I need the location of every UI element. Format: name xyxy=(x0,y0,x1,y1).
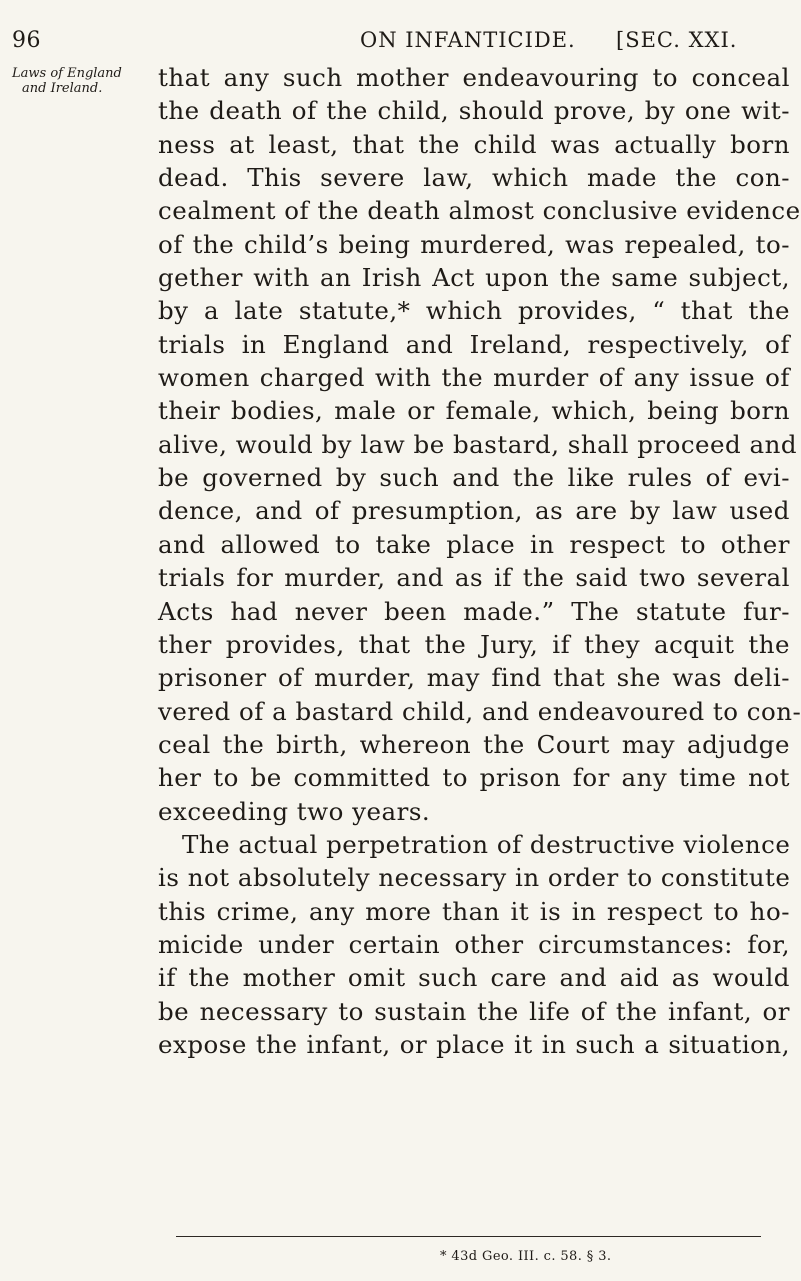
text-line: and allowed to take place in respect to other xyxy=(158,529,790,559)
text-line: vered of a bastard child, and endeavoured to con- xyxy=(158,696,801,726)
text-line: her to be committed to prison for any time not xyxy=(158,763,790,793)
text-line: cealment of the death almost conclusive evidence xyxy=(158,196,801,226)
text-line: alive, would by law be bastard, shall proceed and xyxy=(158,429,798,459)
text-line: women charged with the murder of any issue of xyxy=(158,363,790,393)
text-line: ness at least, that the child was actually born xyxy=(158,129,790,159)
page-number: 96 xyxy=(12,28,41,53)
text-line: this crime, any more than it is in respect to ho- xyxy=(158,896,790,926)
text-line: is not absolutely necessary in order to constitute xyxy=(158,863,791,893)
text-line: ther provides, that the Jury, if they acquit the xyxy=(158,629,790,659)
text-line: gether with an Irish Act upon the same subject, xyxy=(158,263,790,293)
section-label: [SEC. XXI. xyxy=(616,28,738,52)
body-text xyxy=(158,61,801,1061)
text-line: the death of the child, should prove, by one wit- xyxy=(158,96,790,126)
footnote-divider xyxy=(176,1236,761,1237)
text-line: micide under certain other circumstances: for, xyxy=(158,929,790,959)
text-line: dead. This severe law, which made the con- xyxy=(158,163,790,193)
running-title: ON INFANTICIDE. xyxy=(360,28,576,52)
text-line: The actual perpetration of destructive violence xyxy=(182,829,791,859)
text-line: that any such mother endeavouring to conceal xyxy=(158,63,790,92)
text-line: be governed by such and the like rules of evi- xyxy=(158,463,790,493)
marginal-note-line: Laws of England xyxy=(12,66,122,81)
text-line: exceeding two years. xyxy=(158,796,431,826)
text-line: by a late statute,* which provides, “ that the xyxy=(158,296,790,326)
text-line: their bodies, male or female, which, being born xyxy=(158,396,790,426)
text-line: trials in England and Ireland, respectively, of xyxy=(158,329,790,359)
marginal-note xyxy=(12,66,142,96)
text-line: dence, and of presumption, as are by law used xyxy=(158,496,790,526)
text-line: ceal the birth, whereon the Court may adjudge xyxy=(158,729,790,759)
marginal-note-line: and Ireland. xyxy=(22,81,103,96)
text-line: expose the infant, or place it in such a situation, xyxy=(158,1029,790,1059)
text-line: trials for murder, and as if the said two several xyxy=(158,563,790,593)
text-line: if the mother omit such care and aid as would xyxy=(158,963,790,993)
text-line: be necessary to sustain the life of the infant, or xyxy=(158,996,790,1026)
text-line: prisoner of murder, may find that she was deli- xyxy=(158,663,790,693)
text-line: Acts had never been made.” The statute fur- xyxy=(158,596,790,626)
footnote: * 43d Geo. III. c. 58. § 3. xyxy=(440,1249,612,1264)
text-line: of the child’s being murdered, was repealed, to- xyxy=(158,229,790,259)
